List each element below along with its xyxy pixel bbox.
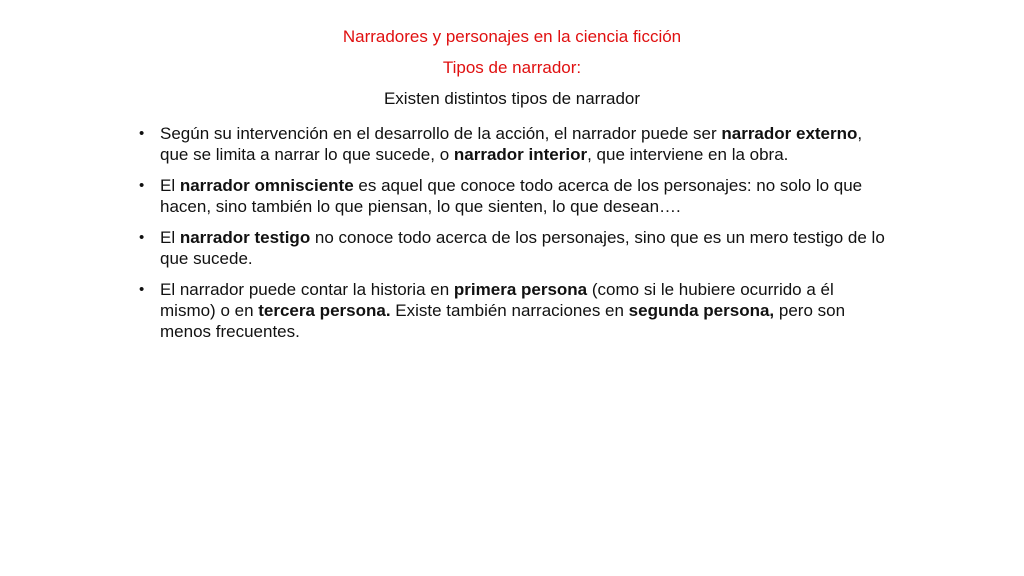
bullet-text-segment: (como si le hubiere ocurrido a él mismo) o en bbox=[160, 280, 834, 320]
bullet-dot-icon: • bbox=[139, 281, 145, 298]
bullet-text bbox=[160, 228, 885, 268]
bullet-text-segment: , que se limita a narrar lo que sucede, o bbox=[160, 124, 863, 164]
bullet-text bbox=[160, 176, 862, 216]
bullet-bold-term: tercera persona. bbox=[258, 301, 391, 320]
bullet-list bbox=[137, 123, 887, 352]
bullet-text-segment: es aquel que conoce todo acerca de los personajes: no solo lo que hacen, sino también lo que piensan, lo que sienten, lo que desean…. bbox=[160, 176, 863, 216]
bullet-bold-term: narrador externo bbox=[721, 124, 858, 143]
bullet-text bbox=[160, 124, 862, 164]
bullet-text-segment: Existe también narraciones en bbox=[390, 301, 629, 320]
bullet-text-segment: El bbox=[160, 176, 180, 195]
bullet-text-segment: El bbox=[160, 228, 180, 247]
bullet-text-segment: Según su intervención en el desarrollo de la acción, el narrador puede ser bbox=[160, 124, 722, 143]
bullet-item bbox=[137, 123, 887, 165]
bullet-bold-term: narrador interior bbox=[453, 145, 588, 164]
bullet-text-segment: , que interviene en la obra. bbox=[587, 145, 789, 164]
bullet-item bbox=[137, 279, 887, 342]
bullet-text bbox=[160, 280, 845, 341]
slide-title: Narradores y personajes en la ciencia ficción bbox=[342, 27, 682, 46]
bullet-bold-term: narrador omnisciente bbox=[179, 176, 354, 195]
slide-subtitle: Tipos de narrador: bbox=[442, 58, 582, 77]
bullet-dot-icon: • bbox=[139, 125, 145, 142]
intro-text: Existen distintos tipos de narrador bbox=[383, 89, 641, 108]
bullet-item bbox=[137, 227, 887, 269]
bullet-text-segment: pero son menos frecuentes. bbox=[160, 301, 846, 341]
bullet-dot-icon: • bbox=[139, 177, 145, 194]
bullet-text-segment: El narrador puede contar la historia en bbox=[160, 280, 454, 299]
bullet-text-segment: no conoce todo acerca de los personajes, sino que es un mero testigo de lo que sucede. bbox=[160, 228, 885, 268]
bullet-dot-icon: • bbox=[139, 229, 145, 246]
bullet-item bbox=[137, 175, 887, 217]
bullet-bold-term: narrador testigo bbox=[179, 228, 311, 247]
bullet-bold-term: segunda persona, bbox=[628, 301, 775, 320]
bullet-bold-term: primera persona bbox=[453, 280, 588, 299]
title-block bbox=[0, 27, 1024, 120]
